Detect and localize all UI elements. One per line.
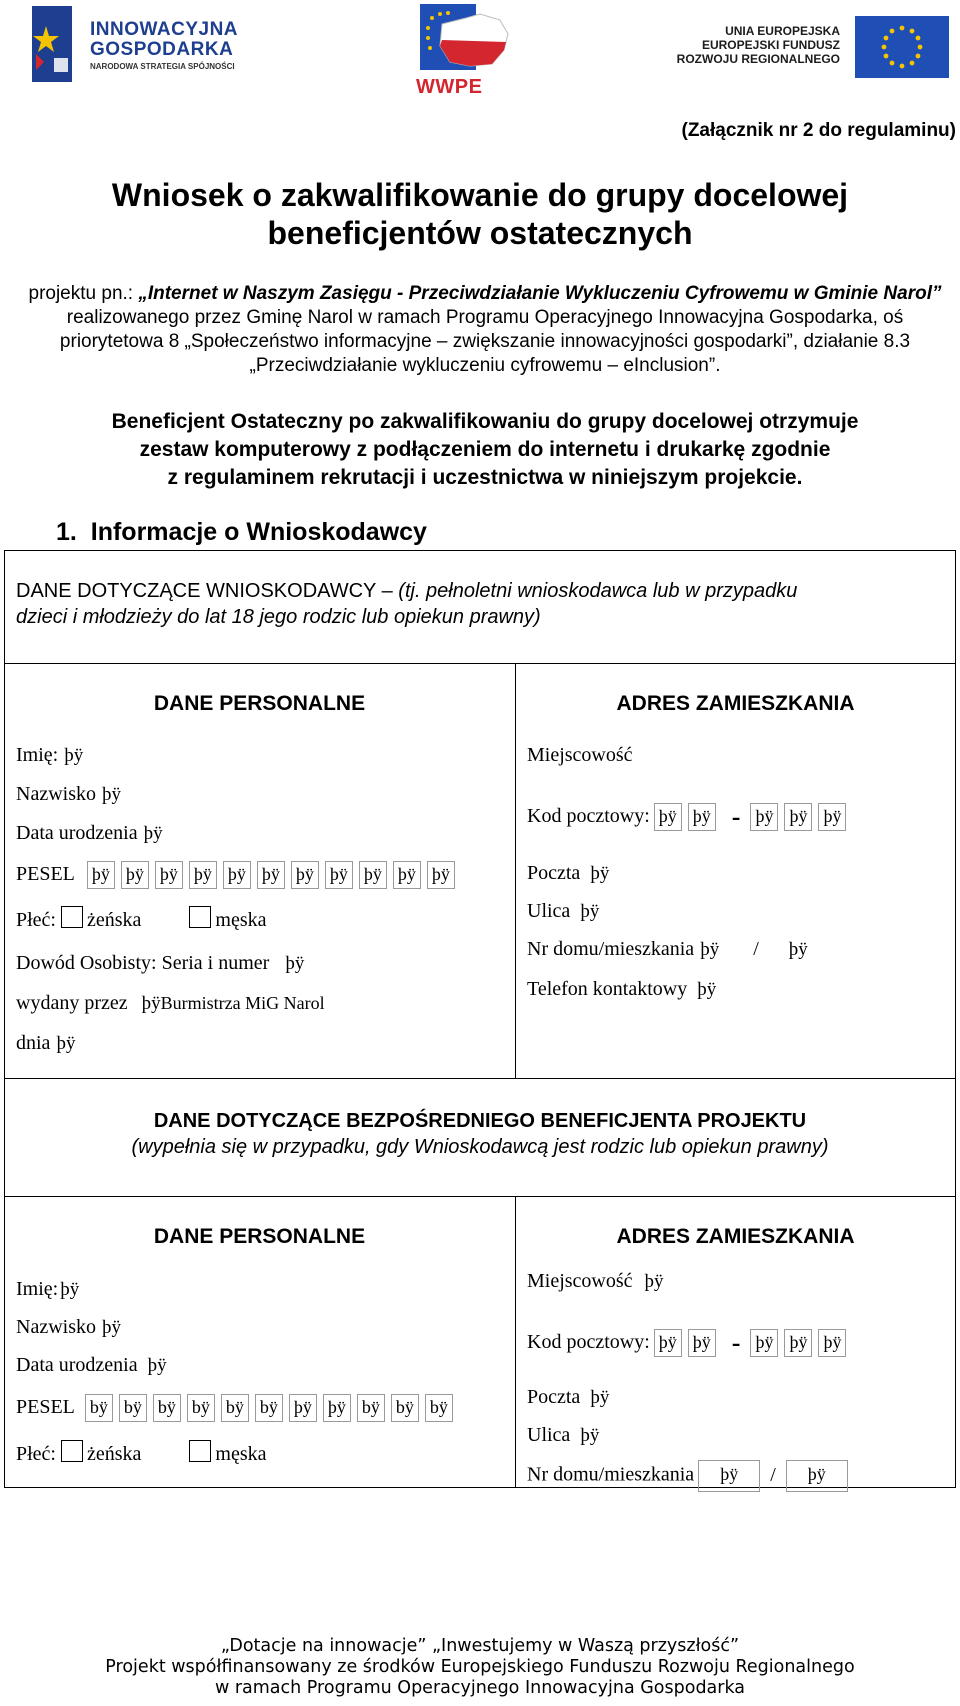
beneficiary-pesel-field[interactable]: [16, 1394, 459, 1422]
applicant-header-bold: DANE DOTYCZĄCE WNIOSKODAWCY: [16, 580, 377, 602]
beneficiary-gender-field: [16, 1440, 267, 1466]
beneficiary-header-line-2: (wypełnia się w przypadku, gdy Wnioskodawcą jest rodzic lub opiekun prawny): [131, 1136, 829, 1158]
beneficiary-pesel-digit-6[interactable]: bÿ: [255, 1394, 283, 1422]
id-card-value[interactable]: þÿ: [285, 953, 305, 974]
id-card-label: Dowód Osobisty: Seria i numer: [16, 952, 270, 974]
female-checkbox[interactable]: [61, 906, 83, 928]
postal-code-label: Kod pocztowy:: [527, 804, 650, 827]
innowacyjna-gospodarka-logo: [32, 6, 72, 82]
beneficiary-post-office-field[interactable]: [527, 1386, 609, 1409]
issued-by-value[interactable]: Burmistrza MiG Narol: [160, 993, 325, 1013]
male-label: męska: [215, 909, 267, 931]
benef-line-1: Beneficjent Ostateczny po zakwalifikowaniu do grupy docelowej otrzymuje: [111, 410, 859, 433]
postal-code-field[interactable]: [527, 802, 852, 832]
street-field[interactable]: [527, 900, 599, 923]
beneficiary-birth-date-label: Data urodzenia: [16, 1354, 138, 1376]
issued-by-placeholder[interactable]: þÿ: [141, 993, 161, 1014]
applicant-header: [16, 578, 946, 630]
beneficiary-postal-digit-5[interactable]: þÿ: [818, 1329, 846, 1357]
id-card-field[interactable]: [16, 952, 304, 975]
beneficiary-flat-number-value[interactable]: þÿ: [786, 1460, 848, 1492]
divider: [4, 1078, 956, 1079]
logo-line-2: GOSPODARKA: [90, 38, 234, 60]
pesel-field[interactable]: [16, 861, 461, 889]
last-name-value[interactable]: þÿ: [101, 784, 121, 805]
city-label: Miejscowość: [527, 744, 633, 766]
birth-date-field[interactable]: [16, 822, 163, 845]
pesel-digit-1[interactable]: þÿ: [87, 861, 115, 889]
beneficiary-pesel-digit-10[interactable]: bÿ: [391, 1394, 419, 1422]
beneficiary-postal-dash: -: [731, 1328, 741, 1357]
birth-date-value[interactable]: þÿ: [143, 823, 163, 844]
beneficiary-street-label: Ulica: [527, 1424, 571, 1446]
eu-line-1: UNIA EUROPEJSKA: [725, 24, 840, 38]
innowacyjna-gospodarka-text: [90, 20, 238, 71]
beneficiary-city-label: Miejscowość: [527, 1270, 633, 1292]
beneficiary-personal-heading: DANE PERSONALNE: [153, 1225, 366, 1248]
beneficiary-last-name-label: Nazwisko: [16, 1316, 96, 1338]
pesel-digit-2[interactable]: þÿ: [121, 861, 149, 889]
house-number-slash: /: [753, 938, 759, 960]
project-name: „Internet w Naszym Zasięgu - Przeciwdziałanie Wykluczeniu Cyfrowemu w Gminie Narol”: [138, 283, 942, 304]
wwpe-logo: [420, 4, 510, 81]
title-line-2: beneficjentów ostatecznych: [267, 215, 693, 251]
pesel-digit-5[interactable]: þÿ: [223, 861, 251, 889]
post-office-value[interactable]: þÿ: [590, 863, 610, 884]
postal-digit-2[interactable]: þÿ: [688, 803, 716, 831]
document-title: [0, 176, 960, 252]
beneficiary-post-office-label: Poczta: [527, 1386, 581, 1408]
beneficiary-pesel-digit-11[interactable]: bÿ: [425, 1394, 453, 1422]
section-number: 1.: [56, 518, 77, 546]
beneficiary-address-heading: ADRES ZAMIESZKANIA: [616, 1225, 855, 1248]
wwpe-text: WWPE: [416, 76, 483, 98]
phone-label: Telefon kontaktowy: [527, 978, 688, 1000]
title-line-1: Wniosek o zakwalifikowanie do grupy docelowej: [111, 177, 849, 213]
street-value[interactable]: þÿ: [580, 901, 600, 922]
footer-line-1: „Dotacje na innowacje” „Inwestujemy w Waszą przyszłość”: [220, 1636, 740, 1656]
issue-date-field[interactable]: [16, 1032, 75, 1055]
first-name-value[interactable]: þÿ: [64, 745, 84, 766]
house-number-field[interactable]: [527, 938, 808, 961]
beneficiary-first-name-label: Imię:: [16, 1278, 59, 1300]
pesel-digit-9[interactable]: þÿ: [359, 861, 387, 889]
beneficiary-postal-code-field[interactable]: [527, 1328, 852, 1358]
beneficiary-birth-date-value[interactable]: þÿ: [147, 1355, 167, 1376]
issue-date-label: dnia: [16, 1032, 51, 1054]
house-number-label: Nr domu/mieszkania: [527, 938, 695, 960]
beneficiary-pesel-digit-5[interactable]: bÿ: [221, 1394, 249, 1422]
address-heading: ADRES ZAMIESZKANIA: [616, 692, 855, 715]
beneficiary-pesel-digit-9[interactable]: bÿ: [357, 1394, 385, 1422]
footer-line-2: Projekt współfinansowany ze środków Europejskiego Funduszu Rozwoju Regionalnego: [105, 1657, 855, 1677]
divider: [4, 663, 956, 664]
pesel-digit-11[interactable]: þÿ: [427, 861, 455, 889]
postal-digit-1[interactable]: þÿ: [654, 803, 682, 831]
postal-digit-5[interactable]: þÿ: [818, 803, 846, 831]
birth-date-label: Data urodzenia: [16, 822, 138, 844]
beneficiary-postal-code-label: Kod pocztowy:: [527, 1330, 650, 1353]
post-office-label: Poczta: [527, 862, 581, 884]
eu-fund-text: [640, 24, 840, 66]
beneficiary-street-field[interactable]: [527, 1424, 599, 1447]
beneficiary-male-checkbox[interactable]: [189, 1440, 211, 1462]
beneficiary-header-line-1: DANE DOTYCZĄCE BEZPOŚREDNIEGO BENEFICJENTA PROJEKTU: [153, 1110, 807, 1132]
logo-line-3: NARODOWA STRATEGIA SPÓJNOŚCI: [90, 61, 235, 71]
male-checkbox[interactable]: [189, 906, 211, 928]
gender-label: Płeć:: [16, 909, 56, 931]
issue-date-value[interactable]: þÿ: [56, 1033, 76, 1054]
beneficiary-house-number-field[interactable]: [527, 1460, 848, 1492]
beneficiary-birth-date-field[interactable]: [16, 1354, 167, 1377]
beneficiary-post-office-value[interactable]: þÿ: [590, 1387, 610, 1408]
first-name-field[interactable]: [16, 744, 83, 767]
gender-field: [16, 906, 267, 932]
beneficiary-last-name-field[interactable]: [16, 1316, 121, 1339]
beneficiary-note: [20, 408, 950, 492]
beneficiary-postal-digit-3[interactable]: þÿ: [750, 1329, 778, 1357]
beneficiary-gender-label: Płeć:: [16, 1443, 56, 1465]
footer: [0, 1636, 960, 1699]
beneficiary-house-number-slash: /: [770, 1463, 776, 1486]
issued-by-field[interactable]: [16, 992, 325, 1015]
section-title: Informacje o Wnioskodawcy: [90, 518, 427, 546]
beneficiary-street-value[interactable]: þÿ: [580, 1425, 600, 1446]
house-number-value[interactable]: þÿ: [700, 939, 720, 960]
pesel-digit-7[interactable]: þÿ: [291, 861, 319, 889]
street-label: Ulica: [527, 900, 571, 922]
pesel-digit-8[interactable]: þÿ: [325, 861, 353, 889]
pesel-digit-3[interactable]: þÿ: [155, 861, 183, 889]
last-name-label: Nazwisko: [16, 783, 96, 805]
benef-line-3: z regulaminem rekrutacji i uczestnictwa w niniejszym projekcie.: [167, 466, 803, 489]
beneficiary-house-number-value[interactable]: þÿ: [698, 1460, 760, 1492]
project-intro: [20, 282, 950, 378]
phone-value[interactable]: þÿ: [697, 979, 717, 1000]
annex-label: (Załącznik nr 2 do regulaminu): [681, 120, 956, 141]
beneficiary-first-name-field[interactable]: [16, 1278, 79, 1301]
issued-by-label: wydany przez: [16, 992, 128, 1014]
section-heading: [56, 518, 427, 547]
divider: [4, 1196, 956, 1197]
beneficiary-house-number-label: Nr domu/mieszkania: [527, 1463, 695, 1486]
beneficiary-header: [4, 1108, 956, 1160]
beneficiary-pesel-digit-3[interactable]: bÿ: [153, 1394, 181, 1422]
footer-line-3: w ramach Programu Operacyjnego Innowacyjna Gospodarka: [214, 1678, 746, 1698]
postal-dash: -: [731, 802, 741, 831]
beneficiary-pesel-digit-2[interactable]: bÿ: [119, 1394, 147, 1422]
beneficiary-female-label: żeńska: [87, 1443, 142, 1465]
beneficiary-postal-digit-2[interactable]: þÿ: [688, 1329, 716, 1357]
beneficiary-pesel-digit-1[interactable]: bÿ: [85, 1394, 113, 1422]
beneficiary-postal-digit-4[interactable]: þÿ: [784, 1329, 812, 1357]
beneficiary-city-field[interactable]: [527, 1270, 664, 1293]
post-office-field[interactable]: [527, 862, 609, 885]
beneficiary-city-value[interactable]: þÿ: [644, 1271, 664, 1292]
eu-flag: [855, 16, 949, 83]
city-field[interactable]: [527, 744, 645, 767]
eu-line-2: EUROPEJSKI FUNDUSZ: [701, 38, 840, 53]
pesel-digit-10[interactable]: þÿ: [393, 861, 421, 889]
pesel-digit-4[interactable]: þÿ: [189, 861, 217, 889]
pesel-digit-6[interactable]: þÿ: [257, 861, 285, 889]
personal-data-heading: DANE PERSONALNE: [153, 692, 366, 715]
postal-digit-4[interactable]: þÿ: [784, 803, 812, 831]
flat-number-value[interactable]: þÿ: [788, 939, 808, 960]
beneficiary-female-checkbox[interactable]: [61, 1440, 83, 1462]
logo-line-1: INNOWACYJNA: [90, 19, 239, 40]
intro-rest: realizowanego przez Gminę Narol w ramach Programu Operacyjnego Innowacyjna Gospodarka, oś priorytetowa 8 „Społeczeństwo informacyjne – zwiększanie innowacyjności gospodarki”, działanie 8.3 „Przeciwdziałanie wykluczeniu cyfrowemu – eInclusion”.: [59, 307, 911, 376]
postal-digit-3[interactable]: þÿ: [750, 803, 778, 831]
applicant-header-dash: –: [376, 580, 399, 602]
beneficiary-male-label: męska: [215, 1443, 267, 1465]
first-name-label: Imię:: [16, 744, 59, 766]
intro-prefix: projektu pn.:: [28, 283, 139, 304]
benef-line-2: zestaw komputerowy z podłączeniem do internetu i drukarkę zgodnie: [139, 438, 831, 461]
beneficiary-last-name-value[interactable]: þÿ: [101, 1317, 121, 1338]
female-label: żeńska: [87, 909, 142, 931]
eu-line-3: ROZWOJU REGIONALNEGO: [676, 52, 840, 67]
pesel-label: PESEL: [16, 862, 75, 885]
applicant-header-italic-2: dzieci i młodzieży do lat 18 jego rodzic lub opiekun prawny): [16, 606, 541, 628]
column-divider: [515, 663, 516, 1078]
beneficiary-pesel-label: PESEL: [16, 1395, 75, 1418]
beneficiary-pesel-digit-4[interactable]: bÿ: [187, 1394, 215, 1422]
phone-field[interactable]: [527, 978, 716, 1001]
applicant-header-italic-1: (tj. pełnoletni wnioskodawca lub w przypadku: [398, 580, 798, 602]
beneficiary-pesel-digit-7[interactable]: þÿ: [289, 1394, 317, 1422]
beneficiary-postal-digit-1[interactable]: þÿ: [654, 1329, 682, 1357]
beneficiary-pesel-digit-8[interactable]: þÿ: [323, 1394, 351, 1422]
last-name-field[interactable]: [16, 783, 121, 806]
beneficiary-first-name-value[interactable]: þÿ: [60, 1279, 80, 1300]
